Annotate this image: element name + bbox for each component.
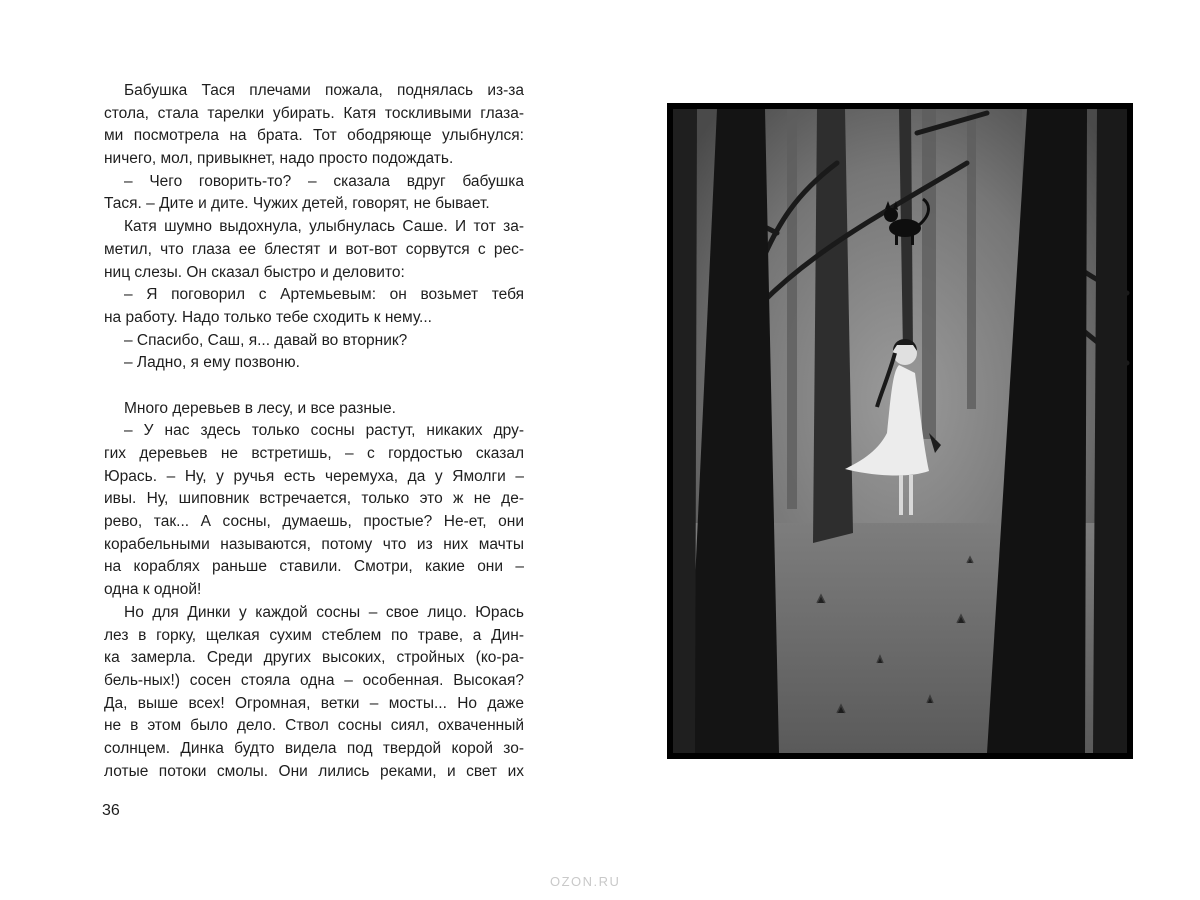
text-line: корабельными называются, потому что из них мачты xyxy=(104,535,524,553)
text-line: не в этом было дело. Ствол сосны сиял, охваченный xyxy=(104,717,524,735)
illustration xyxy=(667,103,1133,759)
paragraph-gap xyxy=(104,375,524,398)
text-line: лез в горку, щелкая сухим стеблем по траве, а Дин- xyxy=(104,626,524,644)
text-line: – Спасибо, Саш, я... давай во вторник? xyxy=(124,331,408,349)
text-line: – Чего говорить-то? – сказала вдруг бабушка xyxy=(124,172,524,190)
text-line: рево, так... А сосны, думаешь, простые? Не-ет, они xyxy=(104,513,524,531)
text-line: ка замерла. Среди других высоких, стройных (ко-ра- xyxy=(104,649,524,667)
text-line: Бабушка Тася плечами пожала, поднялась из-за xyxy=(124,82,524,99)
text-line: лотые потоки смолы. Они лились реками, и свет их xyxy=(104,762,524,780)
text-line: метил, что глаза ее блестят и вот-вот сорвутся с рес- xyxy=(104,240,524,258)
text-line: Но для Динки у каждой сосны – свое лицо. Юрась xyxy=(124,603,524,621)
text-line: ивы. Ну, шиповник встречается, только это ж не де- xyxy=(104,490,524,508)
text-line: Юрась. – Ну, у ручья есть черемуха, да у Ямолги – xyxy=(104,467,524,485)
text-line: стола, стала тарелки убирать. Катя тоскливыми глаза- xyxy=(104,104,524,122)
text-line: одна к одной! xyxy=(104,581,202,599)
text-line: ми посмотрела на брата. Тот ободряюще улыбнулся: xyxy=(104,127,524,145)
forest-illustration xyxy=(667,103,1133,759)
text-line: гих деревьев не встретишь, – с гордостью сказал xyxy=(104,445,524,462)
text-line: на работу. Надо только тебе сходить к нему... xyxy=(104,308,432,326)
text-line: на кораблях раньше ставили. Смотри, какие они – xyxy=(104,558,524,576)
text-line: – У нас здесь только сосны растут, никаких дру- xyxy=(124,422,524,440)
text-line: – Ладно, я ему позвоню. xyxy=(124,354,300,372)
text-line: Много деревьев в лесу, и все разные. xyxy=(124,399,396,417)
text-line: – Я поговорил с Артемьевым: он возьмет тебя xyxy=(124,286,524,304)
text-line: солнцем. Динка будто видела под твердой корой зо- xyxy=(104,739,524,757)
watermark: OZON.RU xyxy=(550,874,621,889)
text-line: ниц слезы. Он сказал быстро и деловито: xyxy=(104,263,405,281)
text-column xyxy=(104,80,524,783)
text-line: Катя шумно выдохнула, улыбнулась Саше. И тот за- xyxy=(124,218,524,236)
text-line: Тася. – Дите и дите. Чужих детей, говорят, не бывает. xyxy=(104,195,490,213)
text-line: ничего, мол, привыкнет, надо просто подождать. xyxy=(104,150,454,168)
text-line: бель-ных!) сосен стояла одна – особенная. Высокая? xyxy=(104,671,524,689)
text-line: Да, выше всех! Огромная, ветки – мосты... Но даже xyxy=(104,694,524,712)
page-number: 36 xyxy=(102,802,120,819)
